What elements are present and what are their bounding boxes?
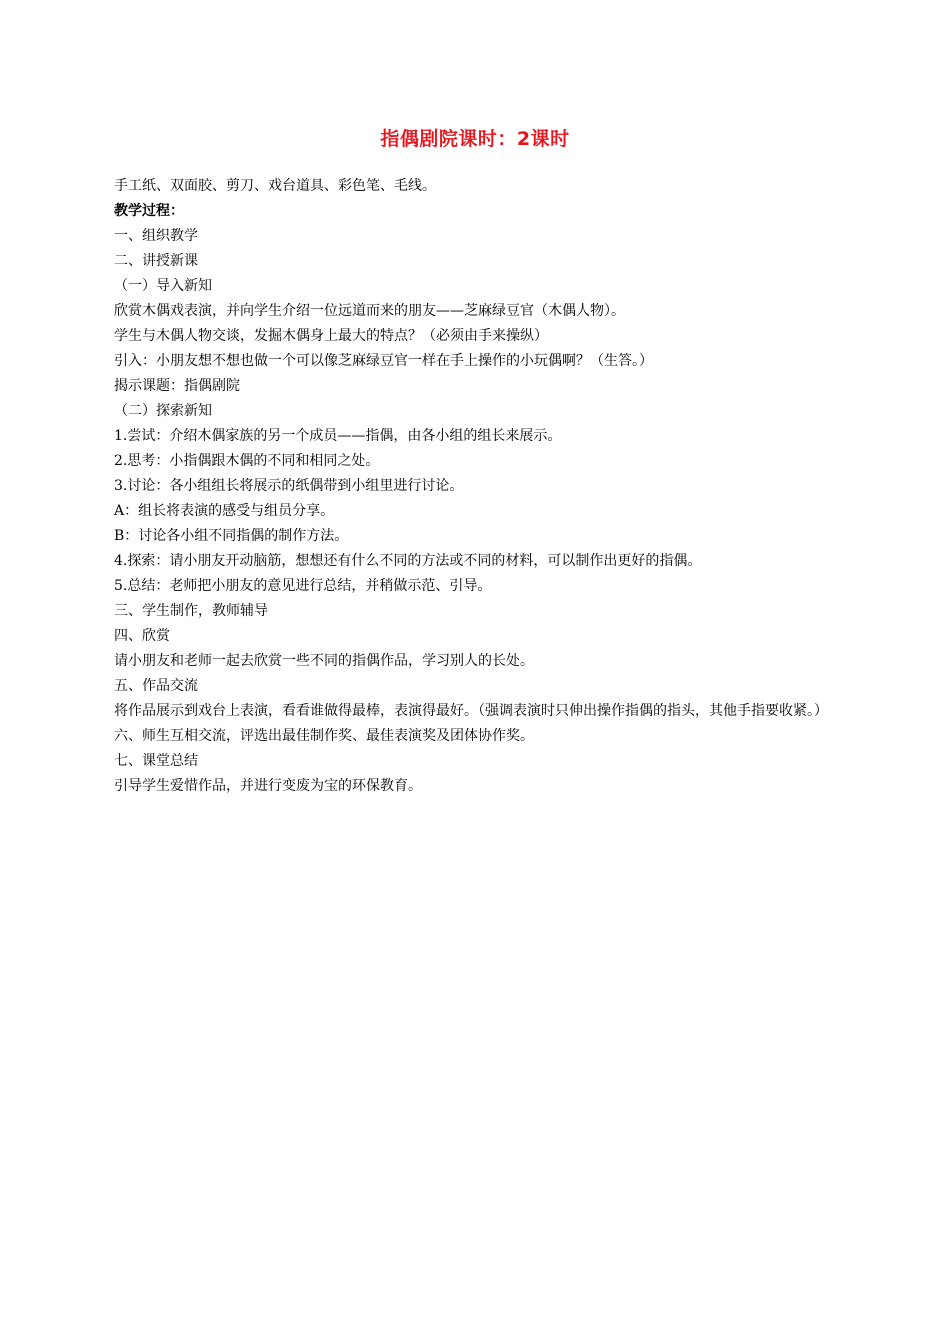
step-heading-appreciate: 四、欣赏 [114, 628, 170, 644]
paragraph-line: 欣赏木偶戏表演，并向学生介绍一位远道而来的朋友——芝麻绿豆官（木偶人物）。 [114, 303, 625, 319]
paragraph-line: 将作品展示到戏台上表演，看看谁做得最棒，表演得最好。（强调表演时只伸出操作指偶的指头，其他手指要收紧。） [114, 703, 828, 719]
sub-heading-introduction: （一）导入新知 [114, 278, 212, 294]
list-item: 5.总结：老师把小朋友的意见进行总结，并稍做示范、引导。 [114, 578, 492, 594]
list-item: B：讨论各小组不同指偶的制作方法。 [114, 528, 349, 544]
sub-heading-explore: （二）探索新知 [114, 403, 212, 419]
paragraph-line: 引导学生爱惜作品，并进行变废为宝的环保教育。 [114, 778, 422, 794]
materials-line: 手工纸、双面胶、剪刀、戏台道具、彩色笔、毛线。 [114, 178, 436, 194]
list-item: 2.思考：小指偶跟木偶的不同和相同之处。 [114, 453, 380, 469]
paragraph-line: 学生与木偶人物交谈，发掘木偶身上最大的特点？（必须由手来操纵） [114, 328, 548, 344]
paragraph-line: 引入：小朋友想不想也做一个可以像芝麻绿豆官一样在手上操作的小玩偶啊？（生答。） [114, 353, 653, 369]
step-heading-student-making: 三、学生制作，教师辅导 [114, 603, 268, 619]
list-item: A：组长将表演的感受与组员分享。 [114, 503, 335, 519]
paragraph-line: 请小朋友和老师一起去欣赏一些不同的指偶作品，学习别人的长处。 [114, 653, 534, 669]
document-title: 指偶剧院课时：2课时 [380, 128, 570, 150]
step-heading-new-lesson: 二、讲授新课 [114, 253, 198, 269]
list-item: 3.讨论：各小组组长将展示的纸偶带到小组里进行讨论。 [114, 478, 464, 494]
document-body [114, 174, 844, 799]
step-heading-organize: 一、组织教学 [114, 228, 198, 244]
section-heading-teaching-process: 教学过程： [114, 203, 184, 219]
list-item: 1.尝试：介绍木偶家族的另一个成员——指偶，由各小组的组长来展示。 [114, 428, 562, 444]
step-heading-evaluation: 六、师生互相交流，评选出最佳制作奖、最佳表演奖及团体协作奖。 [114, 728, 534, 744]
list-item: 4.探索：请小朋友开动脑筋，想想还有什么不同的方法或不同的材料，可以制作出更好的指偶。 [114, 553, 702, 569]
paragraph-line: 揭示课题：指偶剧院 [114, 378, 240, 394]
step-heading-exchange: 五、作品交流 [114, 678, 198, 694]
step-heading-summary: 七、课堂总结 [114, 753, 198, 769]
